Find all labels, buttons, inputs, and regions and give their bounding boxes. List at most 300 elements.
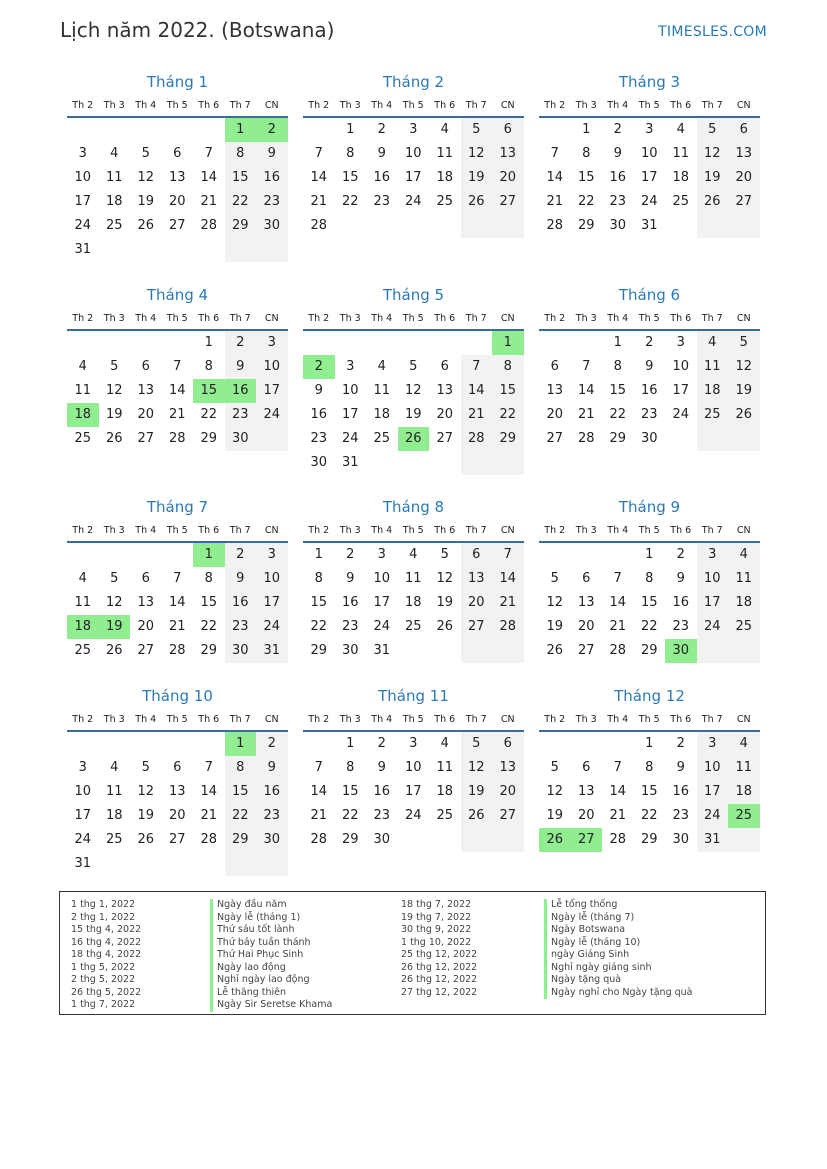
legend-names-column-1 xyxy=(210,899,332,1012)
day-cell: 15 xyxy=(341,170,359,185)
weekday-label: Th 5 xyxy=(166,714,188,725)
legend-holiday-name: Ngày lao động xyxy=(210,962,332,975)
day-cell: 9 xyxy=(676,571,685,586)
day-cell: 13 xyxy=(137,595,155,610)
weekday-header xyxy=(539,309,760,331)
day-cell: 14 xyxy=(200,784,218,799)
empty-cell xyxy=(728,427,760,451)
weekday-label: Th 2 xyxy=(544,313,566,324)
day-cell: 15 xyxy=(310,595,328,610)
weekday-label: CN xyxy=(500,313,515,324)
weekday-label: Th 3 xyxy=(103,714,125,725)
day-cell: 16 xyxy=(256,166,288,190)
day-cell: 12 xyxy=(697,142,729,166)
page-title: Lịch năm 2022. (Botswana) xyxy=(60,18,335,42)
legend-names-column-2 xyxy=(544,899,693,999)
day-cell: 10 xyxy=(74,170,92,185)
empty-cell xyxy=(539,543,571,567)
empty-cell xyxy=(67,543,99,567)
legend-dates-column-2 xyxy=(401,899,477,999)
weekday-label: Th 2 xyxy=(308,525,330,536)
day-cell: 15 xyxy=(200,595,218,610)
weekday-header xyxy=(303,521,524,543)
day-cell: 22 xyxy=(577,194,595,209)
weekday-header xyxy=(67,710,288,732)
weekday-label: Th 7 xyxy=(465,525,487,536)
day-cell: 11 xyxy=(436,760,454,775)
weekday-label: CN xyxy=(500,714,515,725)
day-cell: 29 xyxy=(200,431,218,446)
weekday-label: CN xyxy=(736,714,751,725)
legend-holiday-name: Thứ bảy tuần thánh xyxy=(210,937,332,950)
day-cell: 17 xyxy=(404,170,422,185)
day-cell: 21 xyxy=(310,808,328,823)
days-grid xyxy=(67,118,288,262)
day-cell: 24 xyxy=(341,431,359,446)
empty-cell xyxy=(162,852,194,876)
day-cell: 10 xyxy=(341,383,359,398)
day-cell: 24 xyxy=(672,407,690,422)
day-cell: 15 xyxy=(640,784,658,799)
weekday-header xyxy=(67,96,288,118)
empty-cell xyxy=(429,331,461,355)
day-cell: 17 xyxy=(373,595,391,610)
days-grid xyxy=(303,543,524,663)
day-cell: 4 xyxy=(440,736,449,751)
weekday-label: Th 7 xyxy=(701,714,723,725)
day-cell: 1 xyxy=(204,335,213,350)
day-cell: 22 xyxy=(200,619,218,634)
day-cell: 26 xyxy=(697,190,729,214)
weekday-header xyxy=(539,96,760,118)
empty-cell xyxy=(539,732,571,756)
day-cell: 31 xyxy=(74,856,92,871)
day-cell: 24 xyxy=(373,619,391,634)
empty-cell xyxy=(193,118,225,142)
day-cell: 20 xyxy=(137,619,155,634)
day-cell: 23 xyxy=(256,804,288,828)
day-cell: 6 xyxy=(173,146,182,161)
day-cell: 7 xyxy=(582,359,591,374)
legend-date: 16 thg 4, 2022 xyxy=(71,936,142,948)
day-cell: 3 xyxy=(256,331,288,355)
weekday-label: Th 6 xyxy=(198,525,220,536)
legend-date: 27 thg 12, 2022 xyxy=(401,986,478,998)
day-cell: 6 xyxy=(141,571,150,586)
day-cell: 31 xyxy=(341,455,359,470)
day-cell: 8 xyxy=(346,760,355,775)
day-cell: 12 xyxy=(137,784,155,799)
day-cell: 8 xyxy=(645,760,654,775)
day-cell: 1 xyxy=(613,335,622,350)
empty-cell xyxy=(130,118,162,142)
weekday-label: Th 3 xyxy=(575,313,597,324)
day-cell: 9 xyxy=(225,355,257,379)
day-cell: 27 xyxy=(168,832,186,847)
day-cell: 6 xyxy=(173,760,182,775)
empty-cell xyxy=(665,214,697,238)
day-cell: 9 xyxy=(377,146,386,161)
site-link[interactable]: TIMESLES.COM xyxy=(658,24,767,40)
day-cell: 12 xyxy=(461,142,493,166)
day-cell: 3 xyxy=(377,547,386,562)
day-cell: 9 xyxy=(613,146,622,161)
day-cell: 28 xyxy=(200,832,218,847)
weekday-label: Th 6 xyxy=(198,100,220,111)
weekday-label: Th 2 xyxy=(72,313,94,324)
day-cell: 1 xyxy=(582,122,591,137)
empty-cell xyxy=(461,214,493,238)
day-cell: 28 xyxy=(492,615,524,639)
day-cell: 13 xyxy=(492,756,524,780)
day-cell: 25 xyxy=(436,808,454,823)
empty-cell xyxy=(539,118,571,142)
day-cell: 16 xyxy=(373,784,391,799)
day-cell: 14 xyxy=(168,595,186,610)
empty-cell xyxy=(335,214,367,238)
day-cell: 12 xyxy=(105,383,123,398)
day-cell: 7 xyxy=(492,543,524,567)
day-cell: 8 xyxy=(225,756,257,780)
day-cell: 3 xyxy=(256,543,288,567)
day-cell: 26 xyxy=(461,804,493,828)
day-cell: 28 xyxy=(546,218,564,233)
legend-date: 26 thg 12, 2022 xyxy=(401,974,478,985)
legend-holiday-name: Ngày nghỉ cho Ngày tặng quà xyxy=(544,987,693,1000)
day-cell: 16 xyxy=(225,379,257,403)
day-cell: 6 xyxy=(492,118,524,142)
day-cell: 19 xyxy=(461,166,493,190)
day-cell: 19 xyxy=(404,407,422,422)
day-cell: 19 xyxy=(436,595,454,610)
month-title: Tháng 8 xyxy=(382,498,445,516)
day-cell: 30 xyxy=(310,455,328,470)
day-cell: 17 xyxy=(672,383,690,398)
day-cell: 27 xyxy=(492,190,524,214)
day-cell: 2 xyxy=(377,736,386,751)
day-cell: 23 xyxy=(225,615,257,639)
month-1 xyxy=(67,72,288,262)
day-cell: 18 xyxy=(373,407,391,422)
legend-holiday-name: Ngày tặng quà xyxy=(544,974,693,987)
day-cell: 2 xyxy=(377,122,386,137)
day-cell: 8 xyxy=(314,571,323,586)
day-cell: 21 xyxy=(577,407,595,422)
day-cell: 19 xyxy=(546,808,564,823)
weekday-label: Th 5 xyxy=(638,313,660,324)
weekday-label: Th 5 xyxy=(638,525,660,536)
day-cell: 8 xyxy=(582,146,591,161)
days-grid xyxy=(539,331,760,451)
day-cell: 15 xyxy=(609,383,627,398)
day-cell: 11 xyxy=(404,571,422,586)
day-cell: 20 xyxy=(436,407,454,422)
day-cell: 24 xyxy=(697,804,729,828)
day-cell: 7 xyxy=(314,146,323,161)
day-cell: 22 xyxy=(225,804,257,828)
empty-cell xyxy=(665,427,697,451)
empty-cell xyxy=(492,214,524,238)
empty-cell xyxy=(492,451,524,475)
day-cell: 14 xyxy=(492,567,524,591)
day-cell: 8 xyxy=(204,571,213,586)
day-cell: 16 xyxy=(609,170,627,185)
day-cell: 31 xyxy=(74,242,92,257)
day-cell: 21 xyxy=(492,591,524,615)
day-cell: 20 xyxy=(546,407,564,422)
day-cell: 18 xyxy=(728,780,760,804)
empty-cell xyxy=(303,331,335,355)
day-cell: 12 xyxy=(404,383,422,398)
day-cell: 20 xyxy=(461,591,493,615)
month-title: Tháng 12 xyxy=(614,687,685,705)
weekday-label: Th 6 xyxy=(670,525,692,536)
legend-date: 26 thg 12, 2022 xyxy=(401,961,478,973)
empty-cell xyxy=(728,639,760,663)
weekday-label: Th 3 xyxy=(339,100,361,111)
weekday-header xyxy=(67,521,288,543)
days-grid xyxy=(303,331,524,475)
day-cell: 22 xyxy=(640,808,658,823)
month-6 xyxy=(539,285,760,451)
day-cell: 24 xyxy=(697,615,729,639)
weekday-label: Th 3 xyxy=(575,714,597,725)
day-cell: 5 xyxy=(550,571,559,586)
empty-cell xyxy=(398,828,430,852)
day-cell: 29 xyxy=(225,214,257,238)
day-cell: 4 xyxy=(409,547,418,562)
day-cell: 25 xyxy=(728,615,760,639)
day-cell: 11 xyxy=(728,567,760,591)
day-cell: 2 xyxy=(676,547,685,562)
weekday-label: Th 5 xyxy=(638,100,660,111)
weekday-label: Th 3 xyxy=(339,714,361,725)
day-cell: 3 xyxy=(645,122,654,137)
empty-cell xyxy=(99,732,131,756)
day-cell: 15 xyxy=(341,784,359,799)
day-cell: 18 xyxy=(67,403,99,427)
month-2 xyxy=(303,72,524,238)
empty-cell xyxy=(335,331,367,355)
day-cell: 23 xyxy=(672,808,690,823)
empty-cell xyxy=(429,828,461,852)
empty-cell xyxy=(303,732,335,756)
day-cell: 17 xyxy=(74,808,92,823)
day-cell: 12 xyxy=(105,595,123,610)
empty-cell xyxy=(193,852,225,876)
weekday-label: Th 7 xyxy=(701,525,723,536)
day-cell: 5 xyxy=(697,118,729,142)
day-cell: 23 xyxy=(373,194,391,209)
day-cell: 4 xyxy=(110,146,119,161)
day-cell: 21 xyxy=(461,403,493,427)
legend-dates-column-1 xyxy=(71,899,141,1012)
day-cell: 27 xyxy=(571,828,603,852)
legend-date: 25 thg 12, 2022 xyxy=(401,949,478,960)
empty-cell xyxy=(256,852,288,876)
day-cell: 6 xyxy=(461,543,493,567)
empty-cell xyxy=(225,238,257,262)
day-cell: 18 xyxy=(105,194,123,209)
weekday-label: Th 3 xyxy=(339,525,361,536)
day-cell: 29 xyxy=(492,427,524,451)
day-cell: 27 xyxy=(461,615,493,639)
day-cell: 18 xyxy=(697,379,729,403)
weekday-label: Th 2 xyxy=(544,100,566,111)
day-cell: 5 xyxy=(141,760,150,775)
day-cell: 23 xyxy=(256,190,288,214)
day-cell: 25 xyxy=(728,804,760,828)
day-cell: 10 xyxy=(672,359,690,374)
weekday-label: Th 7 xyxy=(229,714,251,725)
weekday-label: Th 6 xyxy=(434,100,456,111)
days-grid xyxy=(67,732,288,876)
day-cell: 11 xyxy=(697,355,729,379)
empty-cell xyxy=(130,331,162,355)
month-title: Tháng 4 xyxy=(146,286,209,304)
day-cell: 28 xyxy=(577,431,595,446)
day-cell: 6 xyxy=(582,571,591,586)
day-cell: 13 xyxy=(436,383,454,398)
legend-date: 1 thg 1, 2022 xyxy=(71,899,136,910)
day-cell: 14 xyxy=(609,595,627,610)
day-cell: 19 xyxy=(728,379,760,403)
empty-cell xyxy=(492,828,524,852)
empty-cell xyxy=(492,639,524,663)
weekday-label: Th 7 xyxy=(701,313,723,324)
day-cell: 28 xyxy=(609,643,627,658)
empty-cell xyxy=(303,118,335,142)
day-cell: 17 xyxy=(640,170,658,185)
month-title: Tháng 3 xyxy=(618,73,681,91)
weekday-header xyxy=(67,309,288,331)
day-cell: 19 xyxy=(461,780,493,804)
empty-cell xyxy=(571,331,603,355)
day-cell: 7 xyxy=(613,571,622,586)
legend-date: 18 thg 4, 2022 xyxy=(71,949,142,960)
day-cell: 28 xyxy=(461,427,493,451)
empty-cell xyxy=(728,828,760,852)
days-grid xyxy=(67,543,288,663)
day-cell: 7 xyxy=(173,571,182,586)
day-cell: 31 xyxy=(697,828,729,852)
weekday-label: Th 2 xyxy=(544,525,566,536)
day-cell: 30 xyxy=(256,214,288,238)
day-cell: 30 xyxy=(373,832,391,847)
day-cell: 23 xyxy=(672,619,690,634)
day-cell: 1 xyxy=(492,331,524,355)
month-title: Tháng 6 xyxy=(618,286,681,304)
day-cell: 22 xyxy=(640,619,658,634)
day-cell: 17 xyxy=(697,591,729,615)
day-cell: 26 xyxy=(137,218,155,233)
empty-cell xyxy=(162,543,194,567)
weekday-label: Th 6 xyxy=(434,714,456,725)
day-cell: 23 xyxy=(609,194,627,209)
day-cell: 13 xyxy=(137,383,155,398)
day-cell: 10 xyxy=(373,571,391,586)
days-grid xyxy=(67,331,288,451)
day-cell: 26 xyxy=(539,828,571,852)
day-cell: 9 xyxy=(645,359,654,374)
day-cell: 25 xyxy=(436,194,454,209)
weekday-label: Th 4 xyxy=(607,714,629,725)
days-grid xyxy=(303,118,524,238)
day-cell: 19 xyxy=(137,808,155,823)
month-12 xyxy=(539,686,760,852)
day-cell: 13 xyxy=(577,784,595,799)
weekday-label: Th 3 xyxy=(103,313,125,324)
day-cell: 26 xyxy=(436,619,454,634)
day-cell: 20 xyxy=(728,166,760,190)
legend-holiday-name: Thứ Hai Phục Sinh xyxy=(210,949,332,962)
day-cell: 26 xyxy=(398,427,430,451)
day-cell: 1 xyxy=(645,736,654,751)
empty-cell xyxy=(256,238,288,262)
day-cell: 28 xyxy=(200,218,218,233)
empty-cell xyxy=(429,639,461,663)
empty-cell xyxy=(99,852,131,876)
day-cell: 13 xyxy=(492,142,524,166)
legend-holiday-name: Ngày Botswana xyxy=(544,924,693,937)
day-cell: 14 xyxy=(168,383,186,398)
weekday-label: Th 4 xyxy=(135,714,157,725)
day-cell: 23 xyxy=(225,403,257,427)
day-cell: 15 xyxy=(492,379,524,403)
day-cell: 18 xyxy=(728,591,760,615)
day-cell: 29 xyxy=(640,832,658,847)
day-cell: 10 xyxy=(404,760,422,775)
day-cell: 15 xyxy=(577,170,595,185)
day-cell: 4 xyxy=(78,359,87,374)
day-cell: 10 xyxy=(404,146,422,161)
day-cell: 25 xyxy=(404,619,422,634)
day-cell: 4 xyxy=(110,760,119,775)
legend-date: 18 thg 7, 2022 xyxy=(401,899,472,910)
day-cell: 22 xyxy=(341,194,359,209)
day-cell: 2 xyxy=(676,736,685,751)
empty-cell xyxy=(256,427,288,451)
empty-cell xyxy=(366,214,398,238)
empty-cell xyxy=(539,331,571,355)
day-cell: 13 xyxy=(546,383,564,398)
day-cell: 14 xyxy=(546,170,564,185)
day-cell: 20 xyxy=(492,780,524,804)
day-cell: 27 xyxy=(728,190,760,214)
day-cell: 6 xyxy=(492,732,524,756)
empty-cell xyxy=(99,331,131,355)
day-cell: 9 xyxy=(314,383,323,398)
day-cell: 31 xyxy=(640,218,658,233)
day-cell: 1 xyxy=(225,732,257,756)
weekday-label: Th 4 xyxy=(371,100,393,111)
legend-holiday-name: Ngày lễ (tháng 1) xyxy=(210,912,332,925)
day-cell: 26 xyxy=(105,643,123,658)
day-cell: 9 xyxy=(346,571,355,586)
day-cell: 4 xyxy=(728,543,760,567)
day-cell: 10 xyxy=(74,784,92,799)
legend-holiday-name: Ngày đầu năm xyxy=(210,899,332,912)
month-3 xyxy=(539,72,760,238)
empty-cell xyxy=(571,732,603,756)
day-cell: 23 xyxy=(341,619,359,634)
day-cell: 24 xyxy=(404,808,422,823)
day-cell: 16 xyxy=(310,407,328,422)
day-cell: 7 xyxy=(173,359,182,374)
day-cell: 26 xyxy=(728,403,760,427)
day-cell: 13 xyxy=(168,170,186,185)
day-cell: 12 xyxy=(137,170,155,185)
